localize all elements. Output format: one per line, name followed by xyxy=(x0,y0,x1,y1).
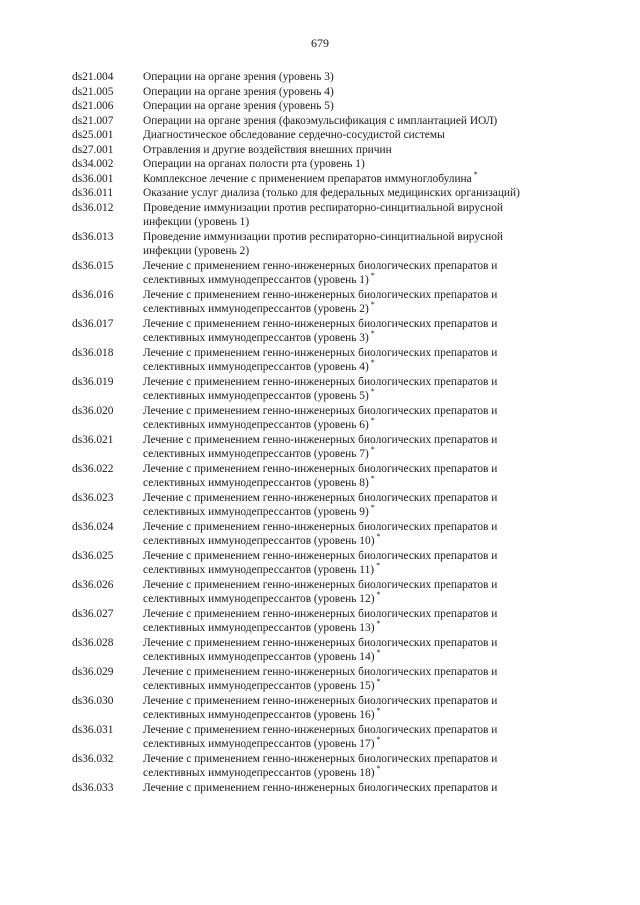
list-item xyxy=(72,259,572,288)
item-code: ds25.001 xyxy=(72,129,114,141)
description-text: Лечение с применением генно-инженерных биологических препаратов и xyxy=(143,317,498,330)
description-line xyxy=(143,215,572,229)
description-text: Лечение с применением генно-инженерных биологических препаратов и xyxy=(143,665,498,678)
description-text: Операции на органе зрения (уровень 3) xyxy=(143,71,334,83)
item-description xyxy=(143,375,572,404)
description-text: селективных иммунодепрессантов (уровень 2) xyxy=(143,302,369,315)
description-text: Лечение с применением генно-инженерных биологических препаратов и xyxy=(143,520,498,533)
footnote-asterisk: * xyxy=(376,560,381,570)
item-code: ds36.028 xyxy=(72,636,114,649)
list-item xyxy=(72,607,572,636)
description-text: селективных иммунодепрессантов (уровень 10) xyxy=(143,534,375,547)
item-description xyxy=(143,781,572,795)
description-text: Комплексное лечение с применением препаратов иммуноглобулина xyxy=(143,172,472,185)
description-line xyxy=(143,169,572,186)
description-text: Лечение с применением генно-инженерных биологических препаратов и xyxy=(143,491,498,504)
item-description xyxy=(143,723,572,752)
description-line xyxy=(143,317,572,331)
description-text: Лечение с применением генно-инженерных биологических препаратов и xyxy=(143,288,498,301)
description-line xyxy=(143,589,572,606)
description-line xyxy=(143,328,572,345)
description-text: селективных иммунодепрессантов (уровень 6) xyxy=(143,418,369,431)
description-line xyxy=(143,157,572,171)
description-line xyxy=(143,99,572,113)
list-item xyxy=(72,404,572,433)
description-text: селективных иммунодепрессантов (уровень 15) xyxy=(143,679,375,692)
list-item xyxy=(72,201,572,230)
item-code: ds36.032 xyxy=(72,752,114,765)
description-text: Лечение с применением генно-инженерных биологических препаратов и xyxy=(143,259,498,272)
item-code: ds36.021 xyxy=(72,433,114,446)
item-code: ds21.006 xyxy=(72,100,114,112)
list-item xyxy=(72,114,572,129)
description-line xyxy=(143,186,572,200)
item-description xyxy=(143,520,572,549)
item-code: ds36.001 xyxy=(72,172,114,185)
list-item xyxy=(72,578,572,607)
footnote-asterisk: * xyxy=(376,647,381,657)
item-code: ds21.004 xyxy=(72,71,114,83)
description-text: Лечение с применением генно-инженерных биологических препаратов и xyxy=(143,433,498,446)
description-text: инфекции (уровень 2) xyxy=(143,244,250,257)
item-description xyxy=(143,157,572,171)
footnote-asterisk: * xyxy=(370,357,375,367)
description-line xyxy=(143,357,572,374)
item-description xyxy=(143,549,572,578)
footnote-asterisk: * xyxy=(376,705,381,715)
item-code: ds36.013 xyxy=(72,230,114,243)
description-line xyxy=(143,676,572,693)
description-text: Лечение с применением генно-инженерных биологических препаратов и xyxy=(143,694,498,707)
description-text: Операции на органе зрения (уровень 5) xyxy=(143,100,334,112)
list-item xyxy=(72,85,572,100)
description-text: Лечение с применением генно-инженерных биологических препаратов и xyxy=(143,781,498,794)
item-description xyxy=(143,433,572,462)
footnote-asterisk: * xyxy=(370,299,375,309)
item-code: ds36.030 xyxy=(72,694,114,707)
item-description xyxy=(143,288,572,317)
item-description xyxy=(143,169,572,186)
footnote-asterisk: * xyxy=(376,531,381,541)
list-item xyxy=(72,520,572,549)
list-item xyxy=(72,433,572,462)
description-line xyxy=(143,549,572,563)
description-line xyxy=(143,752,572,766)
item-description xyxy=(143,607,572,636)
list-item xyxy=(72,230,572,259)
description-text: Операции на органах полости рта (уровень 1) xyxy=(143,158,365,170)
list-item xyxy=(72,157,572,172)
item-code: ds36.031 xyxy=(72,723,114,736)
description-line xyxy=(143,404,572,418)
footnote-asterisk: * xyxy=(376,676,381,686)
item-code: ds34.002 xyxy=(72,158,114,170)
footnote-asterisk: * xyxy=(370,270,375,280)
item-description xyxy=(143,128,572,142)
item-code: ds36.022 xyxy=(72,462,114,475)
list-item xyxy=(72,665,572,694)
description-line xyxy=(143,665,572,679)
item-code: ds36.026 xyxy=(72,578,114,591)
description-text: Проведение иммунизации против респираторно-синцитиальной вирусной xyxy=(143,201,503,214)
item-description xyxy=(143,491,572,520)
footnote-asterisk: * xyxy=(370,415,375,425)
item-description xyxy=(143,462,572,491)
description-line xyxy=(143,415,572,432)
list-item xyxy=(72,169,572,187)
list-item xyxy=(72,288,572,317)
description-text: Лечение с применением генно-инженерных биологических препаратов и xyxy=(143,607,498,620)
description-line xyxy=(143,288,572,302)
item-code: ds36.025 xyxy=(72,549,114,562)
code-list xyxy=(72,70,572,795)
item-code: ds36.029 xyxy=(72,665,114,678)
footnote-asterisk: * xyxy=(370,444,375,454)
description-line xyxy=(143,694,572,708)
item-code: ds36.023 xyxy=(72,491,114,504)
description-text: селективных иммунодепрессантов (уровень 12) xyxy=(143,592,375,605)
description-line xyxy=(143,270,572,287)
item-code: ds27.001 xyxy=(72,143,114,156)
description-line xyxy=(143,578,572,592)
description-line xyxy=(143,705,572,722)
description-line xyxy=(143,647,572,664)
description-text: Проведение иммунизации против респираторно-синцитиальной вирусной xyxy=(143,230,503,243)
description-text: Отравления и другие воздействия внешних причин xyxy=(143,143,392,156)
item-description xyxy=(143,230,572,259)
description-text: селективных иммунодепрессантов (уровень 8) xyxy=(143,476,369,489)
description-line xyxy=(143,444,572,461)
description-text: селективных иммунодепрессантов (уровень 11) xyxy=(143,563,375,576)
footnote-asterisk: * xyxy=(376,589,381,599)
description-line xyxy=(143,723,572,737)
footnote-asterisk: * xyxy=(376,618,381,628)
list-item xyxy=(72,462,572,491)
description-line xyxy=(143,346,572,360)
description-line xyxy=(143,201,572,215)
item-description xyxy=(143,85,572,99)
description-line xyxy=(143,114,572,128)
list-item xyxy=(72,99,572,114)
footnote-asterisk: * xyxy=(370,328,375,338)
item-description xyxy=(143,201,572,230)
footnote-asterisk: * xyxy=(370,386,375,396)
item-description xyxy=(143,70,572,84)
item-description xyxy=(143,99,572,113)
list-item xyxy=(72,694,572,723)
description-text: Диагностическое обследование сердечно-сосудистой системы xyxy=(143,129,445,141)
description-text: селективных иммунодепрессантов (уровень 17) xyxy=(143,737,375,750)
footnote-asterisk: * xyxy=(370,502,375,512)
description-line xyxy=(143,128,572,142)
item-description xyxy=(143,317,572,346)
description-line xyxy=(143,433,572,447)
item-description xyxy=(143,404,572,433)
description-text: селективных иммунодепрессантов (уровень 18) xyxy=(143,766,375,779)
description-line xyxy=(143,734,572,751)
list-item xyxy=(72,752,572,781)
description-line xyxy=(143,502,572,519)
list-item xyxy=(72,723,572,752)
description-line xyxy=(143,299,572,316)
description-text: Лечение с применением генно-инженерных биологических препаратов и xyxy=(143,346,498,359)
footnote-asterisk: * xyxy=(370,473,375,483)
item-code: ds36.019 xyxy=(72,375,114,388)
item-description xyxy=(143,143,572,157)
description-line xyxy=(143,375,572,389)
item-code: ds36.012 xyxy=(72,201,114,214)
description-text: селективных иммунодепрессантов (уровень 9) xyxy=(143,505,369,518)
description-text: селективных иммунодепрессантов (уровень 3) xyxy=(143,331,369,344)
item-description xyxy=(143,665,572,694)
item-code: ds21.007 xyxy=(72,114,114,127)
description-text: селективных иммунодепрессантов (уровень 16) xyxy=(143,708,375,721)
description-line xyxy=(143,763,572,780)
description-text: селективных иммунодепрессантов (уровень 1) xyxy=(143,273,369,286)
list-item xyxy=(72,186,572,201)
description-line xyxy=(143,636,572,650)
description-line xyxy=(143,230,572,244)
item-code: ds36.024 xyxy=(72,520,114,533)
item-code: ds36.018 xyxy=(72,346,114,359)
list-item xyxy=(72,491,572,520)
item-description xyxy=(143,186,572,200)
list-item xyxy=(72,128,572,143)
item-description xyxy=(143,259,572,288)
description-line xyxy=(143,560,572,577)
description-line xyxy=(143,85,572,99)
list-item xyxy=(72,636,572,665)
page-number: 679 xyxy=(311,36,329,50)
description-text: селективных иммунодепрессантов (уровень 4) xyxy=(143,360,369,373)
description-line xyxy=(143,70,572,84)
description-text: Лечение с применением генно-инженерных биологических препаратов и xyxy=(143,404,498,417)
description-line xyxy=(143,259,572,273)
item-code: ds21.005 xyxy=(72,85,114,98)
description-text: инфекции (уровень 1) xyxy=(143,215,250,228)
item-description xyxy=(143,694,572,723)
description-line xyxy=(143,618,572,635)
item-code: ds36.017 xyxy=(72,317,114,330)
footnote-asterisk: * xyxy=(376,763,381,773)
footnote-asterisk: * xyxy=(473,169,478,179)
description-text: селективных иммунодепрессантов (уровень 14) xyxy=(143,650,375,663)
item-description xyxy=(143,752,572,781)
list-item xyxy=(72,549,572,578)
description-text: Лечение с применением генно-инженерных биологических препаратов и xyxy=(143,723,498,736)
list-item xyxy=(72,143,572,158)
description-line xyxy=(143,473,572,490)
description-line xyxy=(143,607,572,621)
item-description xyxy=(143,636,572,665)
description-text: селективных иммунодепрессантов (уровень 13) xyxy=(143,621,375,634)
description-text: Лечение с применением генно-инженерных биологических препаратов и xyxy=(143,752,498,765)
list-item xyxy=(72,375,572,404)
description-line xyxy=(143,143,572,157)
description-text: селективных иммунодепрессантов (уровень 7) xyxy=(143,447,369,460)
description-text: Лечение с применением генно-инженерных биологических препаратов и xyxy=(143,462,498,475)
description-line xyxy=(143,531,572,548)
item-code: ds36.016 xyxy=(72,288,114,301)
item-description xyxy=(143,114,572,128)
item-description xyxy=(143,578,572,607)
description-text: селективных иммунодепрессантов (уровень 5) xyxy=(143,389,369,402)
item-code: ds36.033 xyxy=(72,781,114,794)
item-code: ds36.027 xyxy=(72,607,114,620)
description-line xyxy=(143,491,572,505)
description-line xyxy=(143,462,572,476)
description-line xyxy=(143,386,572,403)
list-item xyxy=(72,781,572,796)
list-item xyxy=(72,70,572,85)
item-code: ds36.011 xyxy=(72,187,114,199)
description-line xyxy=(143,244,572,258)
list-item xyxy=(72,317,572,346)
description-line xyxy=(143,520,572,534)
description-text: Оказание услуг диализа (только для федеральных медицинских организаций) xyxy=(143,187,520,199)
item-code: ds36.015 xyxy=(72,259,114,272)
description-text: Лечение с применением генно-инженерных биологических препаратов и xyxy=(143,549,498,562)
description-text: Лечение с применением генно-инженерных биологических препаратов и xyxy=(143,636,498,649)
description-text: Операции на органе зрения (уровень 4) xyxy=(143,85,334,98)
description-text: Операции на органе зрения (факоэмульсификация с имплантацией ИОЛ) xyxy=(143,114,498,127)
description-line xyxy=(143,781,572,795)
item-description xyxy=(143,346,572,375)
list-item xyxy=(72,346,572,375)
item-code: ds36.020 xyxy=(72,404,114,417)
description-text: Лечение с применением генно-инженерных биологических препаратов и xyxy=(143,578,498,591)
footnote-asterisk: * xyxy=(376,734,381,744)
description-text: Лечение с применением генно-инженерных биологических препаратов и xyxy=(143,375,498,388)
